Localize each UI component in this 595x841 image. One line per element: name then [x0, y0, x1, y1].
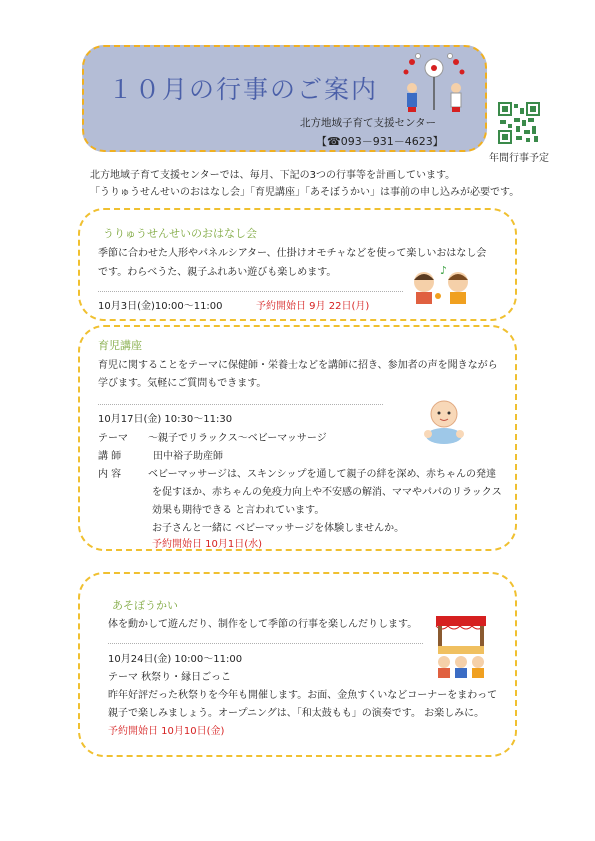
theme-value: テーマ 秋祭り・縁日ごっこ — [108, 672, 231, 683]
event-desc-line: 体を動かして遊んだり、制作をして季節の行事を楽しんだりします。 — [108, 619, 418, 630]
annual-schedule-label[interactable]: 年間行事予定 — [489, 153, 549, 164]
event-date: 10月17日(金) 10:30～11:30 — [98, 414, 233, 425]
event-date: 10月3日(金)10:00～11:00 — [98, 301, 223, 312]
intro-line: 「うりゅうせんせいのおはなし会」「育児講座」「あそぼうかい」は事前の申し込みが必要です。 — [90, 187, 520, 198]
lecturer-value: 田中裕子助産師 — [153, 451, 223, 462]
qr-code[interactable] — [498, 102, 540, 144]
divider — [98, 404, 383, 405]
body-line: 昨年好評だった秋祭りを今年も開催します。お面、金魚すくいなどコーナーをまわって — [108, 690, 498, 701]
festival-stall-illustration — [430, 612, 492, 678]
phone-number: 【☎093－931－4623】 — [316, 135, 444, 148]
event-desc-line: です。わらべうた、親子ふれあい遊びも楽しめます。 — [98, 267, 337, 278]
theme-value: ～親子でリラックス～ベビーマッサージ — [148, 433, 327, 444]
content-line: お子さんと一緒に ベビーマッサージを体験しませんか。 — [152, 523, 405, 534]
event-title: うりゅうせんせいのおはなし会 — [103, 227, 257, 240]
event-title: 育児講座 — [98, 339, 142, 352]
festival-illustration — [398, 52, 470, 114]
lecturer-label: 講 師 — [98, 451, 122, 462]
intro-line: 北方地域子育て支援センターでは、毎月、下記の3つの行事等を計画しています。 — [90, 170, 456, 181]
event-desc-line: 学びます。気軽にご質問もできます。 — [98, 378, 267, 389]
baby-illustration — [420, 398, 468, 444]
children-singing-illustration — [408, 262, 480, 306]
event-reservation: 予約開始日 9月 22日(月) — [256, 301, 370, 312]
content-line: ベビーマッサージは、スキンシップを通して親子の絆を深め、赤ちゃんの発達 — [148, 469, 497, 480]
divider — [98, 291, 403, 292]
event-reservation: 予約開始日 10月10日(金) — [108, 726, 225, 737]
svg-text:♪: ♪ — [440, 264, 448, 277]
event-reservation: 予約開始日 10月1日(水) — [152, 539, 263, 550]
content-line: を促すほか、赤ちゃんの免疫力向上や不安感の解消、ママやパパのリラックス — [152, 487, 502, 498]
content-line: 効果も期待できる と言われています。 — [152, 505, 325, 516]
event-date: 10月24日(金) 10:00～11:00 — [108, 654, 243, 665]
organization-name: 北方地域子育て支援センター — [300, 117, 437, 129]
theme-label: テーマ — [98, 433, 128, 444]
divider — [108, 643, 423, 644]
event-desc-line: 育児に関することをテーマに保健師・栄養士などを講師に招き、参加者の声を聞きながら — [98, 360, 498, 371]
event-desc-line: 季節に合わせた人形やパネルシアター、仕掛けオモチャなどを使って楽しいおはなし会 — [98, 248, 487, 259]
page-title: １０月の行事のご案内 — [108, 75, 379, 104]
event-title: あそぼうかい — [112, 599, 178, 612]
content-label: 内 容 — [98, 469, 122, 480]
body-line: 親子で楽しみましょう。オープニングは、「和太鼓もも」の演奏です。 お楽しみに。 — [108, 708, 485, 719]
